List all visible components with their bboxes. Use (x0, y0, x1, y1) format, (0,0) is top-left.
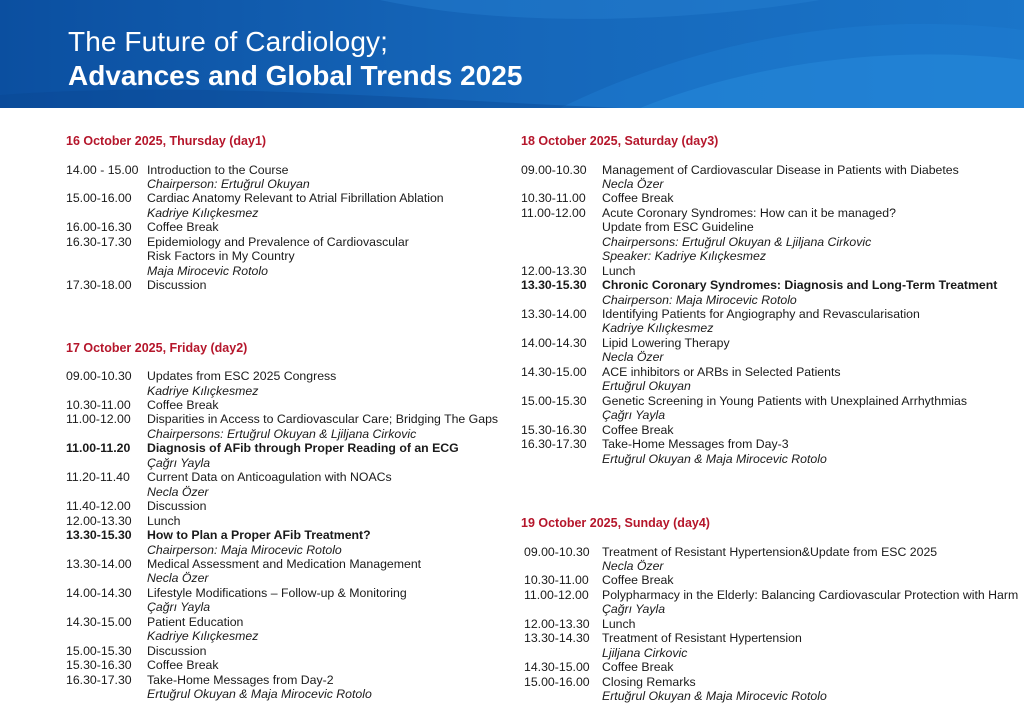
session-row (66, 235, 506, 249)
session-time: 13.30-14.30 (524, 631, 590, 646)
program-column-left (66, 130, 506, 702)
session-row (66, 278, 506, 292)
session-speaker: Chairperson: Maja Mirocevic Rotolo (147, 542, 342, 557)
session-row (66, 658, 506, 672)
session-title: Polypharmacy in the Elderly: Balancing Cardiovascular Protection with Harm (602, 587, 1019, 602)
session-speaker: Necla Özer (147, 484, 209, 499)
session-row (521, 423, 1016, 437)
session-row (66, 673, 506, 687)
session-speaker: Kadriye Kılıçkesmez (147, 205, 259, 220)
day-block-4 (521, 516, 1019, 704)
day-block-3 (521, 134, 1016, 466)
session-time: 16.00-16.30 (66, 220, 132, 235)
session-title: Lunch (147, 513, 181, 528)
session-time: 13.30-15.30 (521, 278, 587, 293)
session-row (521, 394, 1016, 408)
session-row (521, 163, 1016, 177)
session-title: Epidemiology and Prevalence of Cardiovascular (147, 234, 409, 249)
day-header: 16 October 2025, Thursday (day1) (66, 134, 267, 148)
session-title: Lunch (602, 616, 636, 631)
session-speaker: Ljiljana Cirkovic (602, 645, 688, 660)
session-speaker: Kadriye Kılıçkesmez (602, 321, 714, 336)
day-block-2 (66, 341, 506, 702)
session-time: 17.30-18.00 (66, 278, 132, 293)
session-row (66, 586, 506, 600)
session-title: Discussion (147, 499, 207, 514)
session-title: Lifestyle Modifications – Follow-up & Monitoring (147, 585, 407, 600)
session-time: 15.00-16.00 (66, 191, 132, 206)
session-title: ACE inhibitors or ARBs in Selected Patients (602, 364, 841, 379)
session-speaker: Chairperson: Ertuğrul Okuyan (147, 176, 310, 191)
session-speaker: Çağrı Yayla (602, 602, 666, 617)
session-time: 09.00-10.30 (66, 369, 132, 384)
session-title: Medical Assessment and Medication Management (147, 556, 422, 571)
session-row (521, 631, 1016, 645)
session-time: 15.00-15.30 (521, 393, 587, 408)
session-title: Coffee Break (602, 422, 674, 437)
session-row (521, 587, 1019, 602)
session-title-cont: Update from ESC Guideline (602, 220, 754, 235)
session-title: Coffee Break (147, 658, 219, 673)
session-title: How to Plan a Proper AFib Treatment? (147, 528, 371, 543)
session-row (66, 191, 506, 205)
session-time: 15.30-16.30 (66, 658, 132, 673)
session-row (66, 514, 506, 528)
session-row (66, 412, 506, 426)
session-title: Treatment of Resistant Hypertension (602, 631, 802, 646)
session-row (66, 398, 506, 412)
session-time: 11.00-12.00 (521, 205, 586, 220)
session-time: 10.30-11.00 (66, 397, 131, 412)
session-row (66, 499, 506, 513)
session-title: Cardiac Anatomy Relevant to Atrial Fibrillation Ablation (147, 191, 444, 206)
session-title-continuation (521, 220, 1016, 234)
day-header: 18 October 2025, Saturday (day3) (521, 134, 719, 148)
session-time: 10.30-11.00 (521, 191, 586, 206)
session-time: 14.00 - 15.00 (66, 162, 139, 177)
session-title: Current Data on Anticoagulation with NOACs (147, 470, 392, 485)
day-header: 19 October 2025, Sunday (day4) (521, 516, 710, 531)
session-row (66, 220, 506, 234)
session-row (521, 206, 1016, 220)
session-speaker: Çağrı Yayla (147, 455, 211, 470)
session-title: Discussion (147, 643, 207, 658)
session-title: Chronic Coronary Syndromes: Diagnosis and Long-Term Treatment (602, 278, 998, 293)
session-time: 14.30-15.00 (66, 614, 132, 629)
session-time: 14.30-15.00 (521, 364, 587, 379)
day-block-1 (66, 134, 506, 293)
session-time: 14.30-15.00 (524, 660, 590, 675)
session-title: Closing Remarks (602, 674, 696, 689)
session-speaker: Çağrı Yayla (147, 600, 211, 615)
session-title: Take-Home Messages from Day-3 (602, 437, 789, 452)
session-time: 11.20-11.40 (66, 470, 130, 485)
session-row (66, 644, 506, 658)
session-time: 13.30-14.00 (521, 307, 587, 322)
session-title-continuation (66, 249, 506, 263)
session-time: 11.00-12.00 (66, 412, 131, 427)
session-speaker: Necla Özer (147, 571, 209, 586)
session-time: 10.30-11.00 (524, 573, 589, 588)
session-time: 09.00-10.30 (521, 162, 587, 177)
session-time: 12.00-13.30 (524, 616, 590, 631)
session-title: Discussion (147, 278, 207, 293)
session-title: Coffee Break (602, 573, 674, 588)
session-time: 14.00-14.30 (66, 585, 132, 600)
session-title: Acute Coronary Syndromes: How can it be managed? (602, 205, 896, 220)
session-time: 16.30-17.30 (521, 437, 587, 452)
session-title: Lunch (602, 263, 636, 278)
session-speaker: Ertuğrul Okuyan (602, 379, 691, 394)
session-title: Patient Education (147, 614, 244, 629)
session-title: Coffee Break (602, 660, 674, 675)
session-title: Coffee Break (147, 397, 219, 412)
program-column-right (521, 130, 1019, 704)
session-time: 12.00-13.30 (521, 263, 587, 278)
session-title: Take-Home Messages from Day-2 (147, 672, 334, 687)
session-row (66, 557, 506, 571)
session-time: 09.00-10.30 (524, 544, 590, 559)
session-speaker: Necla Özer (602, 350, 664, 365)
session-time: 11.00-11.20 (66, 441, 131, 456)
session-time: 14.00-14.30 (521, 335, 587, 350)
session-speaker: Speaker: Kadriye Kılıçkesmez (602, 249, 767, 264)
session-row (521, 675, 1016, 689)
session-title: Lipid Lowering Therapy (602, 335, 730, 350)
session-title: Management of Cardiovascular Disease in Patients with Diabetes (602, 162, 959, 177)
session-title: Identifying Patients for Angiography and Revascularisation (602, 307, 920, 322)
header-banner (0, 0, 1024, 108)
session-speaker: Kadriye Kılıçkesmez (147, 383, 259, 398)
session-title: Introduction to the Course (147, 162, 289, 177)
session-row-highlight (66, 441, 506, 455)
day-header: 17 October 2025, Friday (day2) (66, 340, 248, 355)
session-speaker: Chairpersons: Ertuğrul Okuyan & Ljiljana Cirkovic (147, 426, 417, 441)
session-title: Diagnosis of AFib through Proper Reading of an ECG (147, 441, 459, 456)
session-row (521, 336, 1016, 350)
session-time: 13.30-14.00 (66, 556, 132, 571)
session-row (521, 307, 1016, 321)
session-speaker: Chairperson: Maja Mirocevic Rotolo (602, 292, 797, 307)
session-row-highlight (521, 278, 1016, 292)
session-row-highlight (66, 528, 506, 542)
session-speaker: Maja Mirocevic Rotolo (147, 263, 268, 278)
session-speaker: Necla Özer (602, 176, 664, 191)
session-time: 13.30-15.30 (66, 528, 132, 543)
session-row (521, 264, 1016, 278)
session-row (66, 615, 506, 629)
session-row (521, 365, 1016, 379)
session-title: Disparities in Access to Cardiovascular Care; Bridging The Gaps (147, 412, 499, 427)
session-row (521, 545, 1016, 559)
session-time: 16.30-17.30 (66, 234, 132, 249)
session-speaker: Chairpersons: Ertuğrul Okuyan & Ljiljana Cirkovic (602, 234, 872, 249)
session-time: 12.00-13.30 (66, 513, 132, 528)
session-speaker: Kadriye Kılıçkesmez (147, 629, 259, 644)
page-title-line2: Advances and Global Trends 2025 (68, 60, 523, 91)
session-time: 15.00-15.30 (66, 643, 132, 658)
session-title: Coffee Break (147, 220, 219, 235)
session-time: 15.30-16.30 (521, 422, 587, 437)
session-row (521, 437, 1016, 451)
session-title: Coffee Break (602, 191, 674, 206)
session-title: Genetic Screening in Young Patients with Unexplained Arrhythmias (602, 393, 968, 408)
session-time: 11.00-12.00 (524, 587, 589, 602)
session-speaker: Ertuğrul Okuyan & Maja Mirocevic Rotolo (147, 687, 372, 702)
session-title: Treatment of Resistant Hypertension&Update from ESC 2025 (602, 544, 938, 559)
session-row (521, 191, 1016, 205)
session-speaker: Ertuğrul Okuyan & Maja Mirocevic Rotolo (602, 451, 827, 466)
session-time: 16.30-17.30 (66, 672, 132, 687)
session-speaker: Necla Özer (602, 558, 664, 573)
session-title-cont: Risk Factors in My Country (147, 249, 295, 264)
session-speaker: Ertuğrul Okuyan & Maja Mirocevic Rotolo (602, 689, 827, 704)
session-time: 15.00-16.00 (524, 674, 590, 689)
session-row (521, 573, 1016, 587)
session-row (521, 660, 1016, 674)
session-time: 11.40-12.00 (66, 499, 131, 514)
page-title-line1: The Future of Cardiology; (68, 26, 388, 57)
session-row (66, 470, 506, 484)
session-row (521, 617, 1016, 631)
session-title: Updates from ESC 2025 Congress (147, 369, 337, 384)
session-row (66, 163, 506, 177)
session-speaker: Çağrı Yayla (602, 408, 666, 423)
session-row (66, 369, 506, 383)
